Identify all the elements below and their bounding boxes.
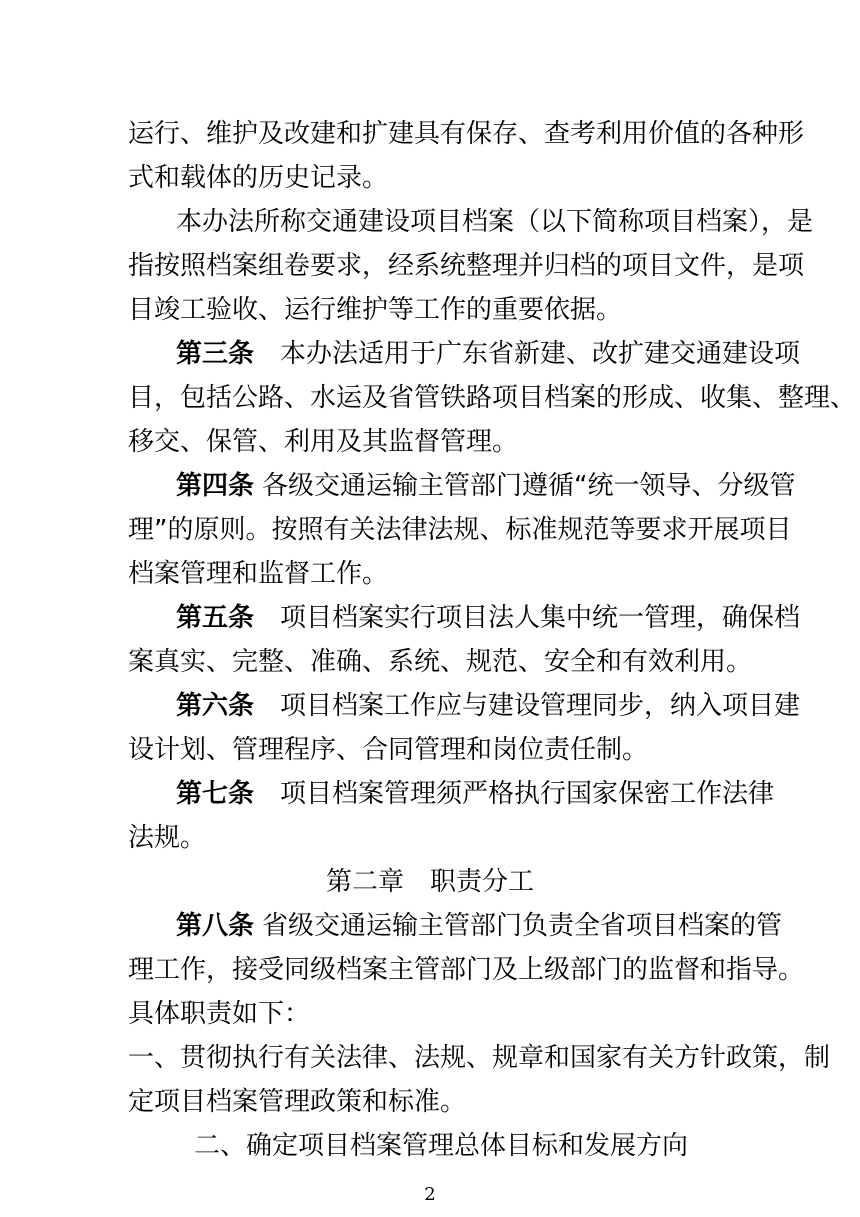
- text-line: 目竣工验收、运行维护等工作的重要依据。: [128, 295, 623, 325]
- article-4-line: [176, 470, 796, 502]
- list-item-line: 一、贯彻执行有关法律、法规、规章和国家有关方针政策，制: [128, 1043, 831, 1073]
- article-text: 各级交通运输主管部门遵循“统一领导、分级管: [262, 471, 796, 501]
- chapter-title: 第二章 职责分工: [325, 867, 534, 897]
- article-text: 本办法适用于广东省新建、改扩建交通建设项: [280, 339, 801, 369]
- article-label: 第六条: [176, 691, 255, 721]
- article-7-line: [176, 778, 775, 810]
- text-line: 目，包括公路、水运及省管铁路项目档案的形成、收集、整理、: [128, 383, 857, 413]
- text-line: 运行、维护及改建和扩建具有保存、查考利用价值的各种形: [128, 119, 805, 149]
- article-label: 第四条: [176, 471, 255, 501]
- text-line: 本办法所称交通建设项目档案（以下简称项目档案），是: [176, 207, 814, 237]
- article-label: 第三条: [176, 339, 255, 369]
- article-5-line: [176, 602, 801, 634]
- article-text: 项目档案管理须严格执行国家保密工作法律: [280, 779, 775, 809]
- article-text: 项目档案工作应与建设管理同步，纳入项目建: [280, 691, 801, 721]
- text-line: 设计划、管理程序、合同管理和岗位责任制。: [128, 735, 649, 765]
- article-text: 省级交通运输主管部门负责全省项目档案的管: [262, 911, 783, 941]
- article-label: 第五条: [176, 603, 255, 633]
- list-item-line: 定项目档案管理政策和标准。: [128, 1087, 467, 1117]
- article-text: 项目档案实行项目法人集中统一管理，确保档: [280, 603, 801, 633]
- article-6-line: [176, 690, 801, 722]
- text-line: 理”的原则。按照有关法律法规、标准规范等要求开展项目: [128, 515, 792, 545]
- article-label: 第七条: [176, 779, 255, 809]
- article-label: 第八条: [176, 911, 255, 941]
- text-line: 移交、保管、利用及其监督管理。: [128, 427, 519, 457]
- page-number: 2: [424, 1184, 436, 1205]
- text-line: 档案管理和监督工作。: [128, 559, 389, 589]
- text-line: 法规。: [128, 823, 207, 853]
- article-8-line: [176, 910, 783, 942]
- article-3-line: [176, 338, 801, 370]
- text-line: 指按照档案组卷要求，经系统整理并归档的项目文件，是项: [128, 251, 805, 281]
- text-line: 具体职责如下：: [128, 999, 311, 1029]
- list-item-line: 二、确定项目档案管理总体目标和发展方向: [194, 1131, 689, 1161]
- text-line: 理工作，接受同级档案主管部门及上级部门的监督和指导。: [128, 955, 805, 985]
- text-line: 式和载体的历史记录。: [128, 163, 389, 193]
- text-line: 案真实、完整、准确、系统、规范、安全和有效利用。: [128, 647, 753, 677]
